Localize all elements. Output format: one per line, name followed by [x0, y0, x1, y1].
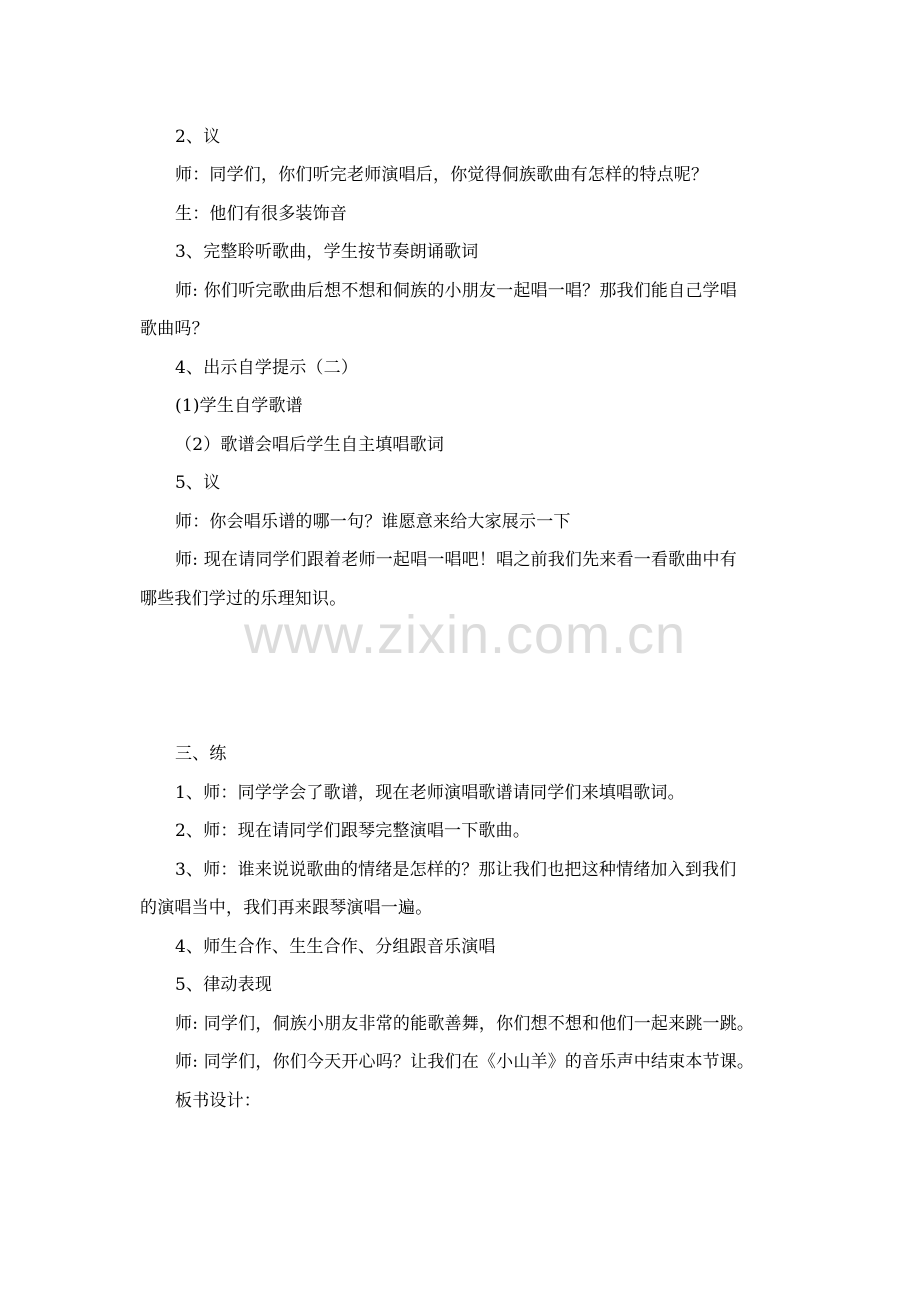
practice-item-3-cont: 的演唱当中，我们再来跟琴演唱一遍。 — [140, 898, 433, 918]
step-4: 4、出示自学提示（二） — [175, 358, 359, 378]
teacher-paragraph-1: 师: 你们听完歌曲后想不想和侗族的小朋友一起唱一唱？那我们能自己学唱 — [175, 281, 737, 301]
practice-item-3: 3、师：谁来说说歌曲的情绪是怎样的？那让我们也把这种情绪加入到我们 — [175, 860, 737, 880]
step-3: 3、完整聆听歌曲，学生按节奏朗诵歌词 — [175, 242, 479, 262]
teacher-question: 师：同学们，你们听完老师演唱后，你觉得侗族歌曲有怎样的特点呢？ — [175, 165, 709, 185]
practice-item-4: 4、师生合作、生生合作、分组跟音乐演唱 — [175, 937, 496, 957]
practice-item-1: 1、师：同学学会了歌谱，现在老师演唱歌谱请同学们来填唱歌词。 — [175, 783, 685, 803]
teacher-paragraph-3: 师: 现在请同学们跟着老师一起唱一唱吧！唱之前我们先来看一看歌曲中有 — [175, 550, 737, 570]
step-5: 5、议 — [175, 473, 221, 493]
section-heading-practice: 三、练 — [175, 744, 227, 764]
section-heading-discuss: 2、议 — [175, 127, 221, 147]
student-answer: 生：他们有很多装饰音 — [175, 204, 347, 224]
practice-item-2: 2、师：现在请同学们跟琴完整演唱一下歌曲。 — [175, 821, 531, 841]
board-design-label: 板书设计： — [175, 1091, 261, 1111]
watermark: www.zixin.com.cn — [243, 605, 687, 665]
hint-2: （2）歌谱会唱后学生自主填唱歌词 — [175, 435, 445, 455]
hint-1: (1)学生自学歌谱 — [175, 396, 303, 416]
teacher-question-2: 师：你会唱乐谱的哪一句？谁愿意来给大家展示一下 — [175, 512, 571, 532]
practice-item-5: 5、律动表现 — [175, 975, 273, 995]
teacher-paragraph-6: 师: 同学们，你们今天开心吗？让我们在《小山羊》的音乐声中结束本节课。 — [175, 1052, 755, 1072]
teacher-paragraph-1-cont: 歌曲吗？ — [140, 319, 209, 339]
teacher-paragraph-3-cont: 哪些我们学过的乐理知识。 — [140, 589, 347, 609]
teacher-paragraph-5: 师: 同学们，侗族小朋友非常的能歌善舞，你们想不想和他们一起来跳一跳。 — [175, 1014, 755, 1034]
